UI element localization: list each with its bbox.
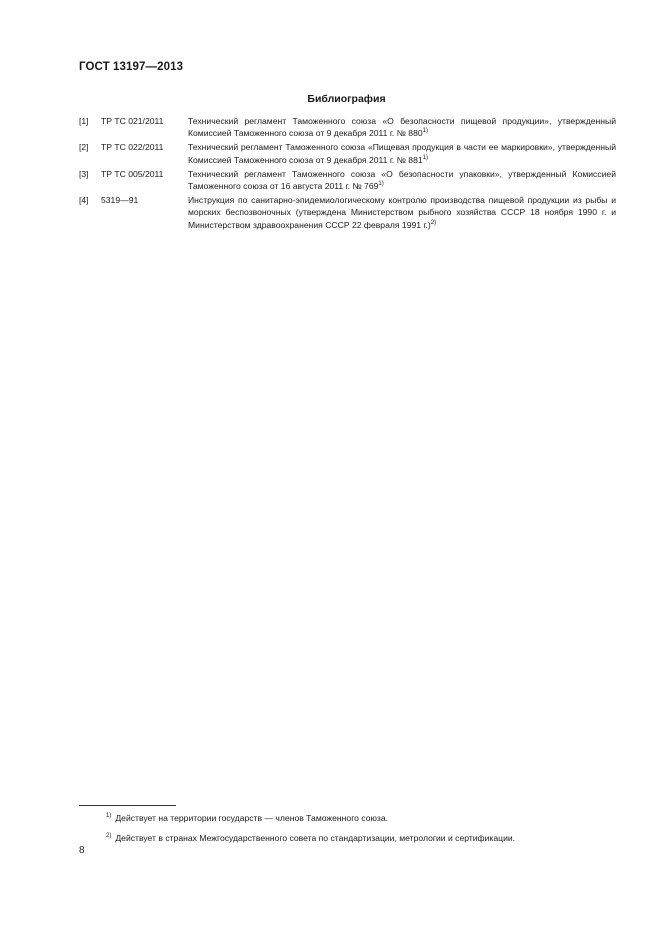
entry-text <box>188 141 616 165</box>
entry-number: [4] <box>79 195 89 206</box>
entry-code: 5319—91 <box>101 195 139 206</box>
section-title-wrapper <box>0 93 661 105</box>
entry-number: [1] <box>79 116 89 126</box>
entry-text <box>188 115 616 139</box>
bibliography-entry-4 <box>79 194 616 231</box>
entry-note: 1) <box>378 181 384 188</box>
page-number: 8 <box>79 845 85 856</box>
footnote-mark: 1) <box>106 813 112 819</box>
bibliography-entry-3 <box>79 168 616 192</box>
document-header: ГОСТ 13197—2013 <box>79 61 184 73</box>
entry-number: [2] <box>79 142 89 153</box>
entry-note: 1) <box>422 128 428 135</box>
entry-code: ТР ТС 022/2011 <box>101 142 164 153</box>
footnote-1 <box>79 810 616 824</box>
bibliography-entry-2 <box>79 141 616 165</box>
entry-number: [3] <box>79 168 89 179</box>
bibliography-entry-1 <box>79 115 616 139</box>
bibliography-list <box>79 115 616 231</box>
entry-text-body: Технический регламент Таможенного союза «О безопасности упаковки», утвержденный Комиссией Таможенного союза от 16 августа 2011 г. № 769 <box>188 168 616 192</box>
footnote-text: Действует на территории государств — членов Таможенного союза. <box>115 813 389 823</box>
entry-note: 1) <box>422 154 428 161</box>
footnote-divider <box>79 805 176 806</box>
entry-text-body: Инструкция по санитарно-эпидемиологическому контролю производства пищевой продукции из рыбы и морских беспозвоночных (утверждена Министерством рыбного хозяйства СССР 18 ноября 1990 г. и Министерством здравоохранения СССР 22 февраля 1991 г.) <box>188 195 616 230</box>
footnote-text: Действует в странах Межгосударственного совета по стандартизации, метрологии и сертификации. <box>115 833 516 843</box>
entry-text-body: Технический регламент Таможенного союза «О безопасности пищевой продукции», утвержденный Комиссией Таможенного союза от 9 декабря 2011 г. № 880 <box>188 116 616 139</box>
entry-text <box>188 194 616 231</box>
footnotes <box>79 805 616 850</box>
footnote-2 <box>79 830 616 844</box>
entry-note: 2) <box>430 219 437 226</box>
footnote-mark: 2) <box>106 833 112 839</box>
entry-code: ТР ТС 005/2011 <box>101 168 164 179</box>
entry-text <box>188 168 616 192</box>
entry-text-body: Технический регламент Таможенного союза «Пищевая продукция в части ее маркировки», утвержденный Комиссией Таможенного союза от 9 декабря 2011 г. № 881 <box>188 142 616 165</box>
section-title: Библиография <box>307 93 386 105</box>
entry-code: ТР ТС 021/2011 <box>101 116 164 126</box>
